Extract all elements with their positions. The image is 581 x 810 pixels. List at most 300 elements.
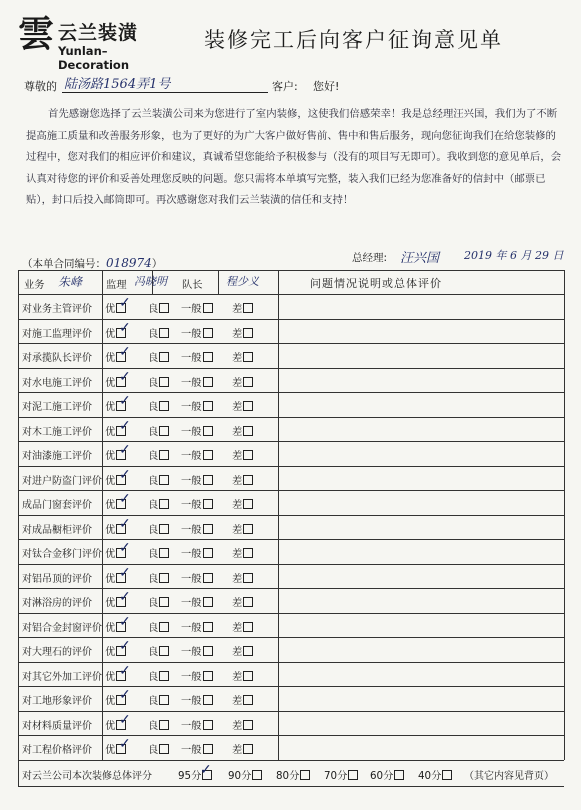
rating-option[interactable] bbox=[232, 349, 253, 364]
checkbox[interactable] bbox=[348, 770, 358, 780]
checkbox[interactable] bbox=[243, 352, 253, 362]
checkbox[interactable] bbox=[243, 303, 253, 313]
header-supervisor-name[interactable]: 冯晓明 bbox=[134, 275, 167, 288]
checkbox[interactable] bbox=[243, 548, 253, 558]
option-label: 一般 bbox=[181, 352, 202, 364]
option-label: 良 bbox=[148, 670, 159, 683]
table-rule bbox=[18, 343, 564, 344]
checkbox[interactable] bbox=[159, 573, 169, 583]
check-mark-icon: ✓ bbox=[119, 295, 131, 311]
checkbox[interactable] bbox=[300, 770, 310, 780]
checkbox[interactable] bbox=[203, 475, 213, 485]
row-label: 对承揽队长评价 bbox=[22, 353, 92, 364]
row-label: 对工地形象评价 bbox=[22, 696, 92, 707]
check-mark-icon: ✓ bbox=[119, 711, 131, 728]
check-mark-icon: ✓ bbox=[119, 344, 131, 360]
rating-option[interactable] bbox=[232, 545, 253, 560]
rating-option[interactable] bbox=[181, 447, 213, 462]
greeting-hello: 您好! bbox=[313, 80, 340, 93]
checkbox[interactable] bbox=[243, 377, 253, 387]
rating-option[interactable] bbox=[232, 447, 253, 462]
option-label: 差 bbox=[232, 352, 243, 364]
table-border-left bbox=[18, 270, 19, 786]
rating-option[interactable] bbox=[181, 325, 213, 340]
checkbox[interactable] bbox=[203, 401, 213, 411]
rating-option[interactable] bbox=[148, 594, 169, 609]
option-label: 优 bbox=[105, 597, 116, 609]
rating-option[interactable] bbox=[148, 570, 169, 585]
table-rule bbox=[18, 294, 564, 295]
rating-option[interactable] bbox=[181, 521, 213, 536]
row-label: 对大理石的评价 bbox=[22, 647, 92, 658]
checkbox[interactable] bbox=[243, 622, 253, 632]
checkbox[interactable] bbox=[203, 671, 213, 681]
letter-body: 首先感谢您选择了云兰装潢公司来为您进行了室内装修，这使我们倍感荣幸！我是总经理汪兴国，我们为了不断提高施工质量和改善服务形象，也为了更好的为广大客户做好售前、售中和售后服务，现向您征询我们在给您装修的过程中，您对我们的相应评价和建议，真诚希望您能给予积极参与（没有的项目写无即可）。我收到您的意见单后，会认真对待您的评价和妥善处理您反映的问题。您只需将本单填写完整，装入我们已经为您准备好的信封中（邮票已贴），封口后投入邮筒即可。再次感谢您对我们云兰装潢的信任和支持！ bbox=[26, 108, 562, 206]
total-score-option[interactable] bbox=[228, 767, 262, 782]
checkbox[interactable] bbox=[159, 671, 169, 681]
manager-signature: 汪兴国 bbox=[400, 251, 440, 266]
option-label: 优 bbox=[105, 376, 116, 389]
header-foreman-label: 队长 bbox=[182, 279, 203, 291]
option-label: 一般 bbox=[181, 572, 202, 585]
option-label: 良 bbox=[148, 450, 159, 462]
option-label: 差 bbox=[232, 548, 243, 560]
header-foreman-name[interactable]: 程少义 bbox=[226, 275, 259, 288]
row-label: 对水电施工评价 bbox=[22, 377, 92, 389]
checkbox[interactable] bbox=[203, 573, 213, 583]
row-label: 对工程价格评价 bbox=[22, 745, 92, 756]
option-label: 优 bbox=[105, 425, 116, 438]
table-rule bbox=[18, 319, 564, 320]
option-label: 优 bbox=[105, 646, 116, 658]
table-rule bbox=[18, 417, 564, 418]
logo-mark: 雲 bbox=[18, 13, 55, 55]
checkbox[interactable] bbox=[243, 426, 253, 436]
greeting-suffix: 客户: bbox=[272, 80, 298, 93]
option-label: 良 bbox=[148, 719, 159, 732]
option-label: 优 bbox=[105, 327, 116, 340]
option-label: 一般 bbox=[181, 646, 202, 658]
rating-option[interactable] bbox=[232, 398, 253, 413]
option-label: 一般 bbox=[181, 303, 202, 315]
option-label: 一般 bbox=[181, 523, 202, 536]
check-mark-icon: ✓ bbox=[119, 736, 131, 752]
rating-option[interactable] bbox=[148, 668, 169, 683]
rating-option[interactable] bbox=[232, 521, 253, 536]
rating-option[interactable] bbox=[232, 325, 253, 340]
option-label: 良 bbox=[148, 401, 159, 413]
option-label: 差 bbox=[232, 695, 243, 707]
option-label: 良 bbox=[148, 327, 159, 340]
checkbox[interactable] bbox=[159, 548, 169, 558]
checkbox[interactable] bbox=[243, 573, 253, 583]
check-mark-icon: ✓ bbox=[119, 638, 131, 654]
check-mark-icon: ✓ bbox=[119, 515, 131, 532]
rating-option[interactable] bbox=[181, 619, 213, 634]
option-label: 差 bbox=[232, 474, 243, 487]
table-rule bbox=[18, 564, 564, 565]
row-label: 对其它外加工评价 bbox=[22, 671, 102, 683]
logo-english-name: Yunlan–Decoration bbox=[58, 44, 130, 72]
rating-option[interactable] bbox=[181, 692, 213, 707]
checkbox[interactable] bbox=[159, 475, 169, 485]
rating-option[interactable] bbox=[181, 643, 213, 658]
row-label: 对材料质量评价 bbox=[22, 720, 92, 732]
rating-option[interactable] bbox=[148, 349, 169, 364]
table-col-divider bbox=[278, 270, 279, 760]
row-label: 对钛合金移门评价 bbox=[22, 549, 102, 560]
check-mark-icon: ✓ bbox=[119, 613, 131, 630]
rating-option[interactable] bbox=[181, 423, 213, 438]
checkbox[interactable] bbox=[203, 426, 213, 436]
header-supervisor-label: 监理 bbox=[106, 279, 127, 291]
checkbox[interactable] bbox=[159, 450, 169, 460]
row-label: 对铝合金封窗评价 bbox=[22, 622, 102, 634]
rating-option[interactable] bbox=[148, 545, 169, 560]
option-label: 优 bbox=[105, 719, 116, 732]
table-rule bbox=[18, 466, 564, 467]
rating-option[interactable] bbox=[232, 692, 253, 707]
check-mark-icon: ✓ bbox=[119, 491, 131, 507]
table-rule bbox=[18, 368, 564, 369]
score-label: 60分 bbox=[370, 769, 394, 782]
checkbox[interactable] bbox=[159, 328, 169, 338]
rating-option[interactable] bbox=[181, 398, 213, 413]
table-border-right bbox=[564, 270, 565, 760]
row-label: 对油漆施工评价 bbox=[22, 451, 92, 462]
total-note: （其它内容见背页） bbox=[464, 770, 554, 782]
checkbox[interactable] bbox=[159, 720, 169, 730]
option-label: 良 bbox=[148, 646, 159, 658]
greeting-prefix: 尊敬的 bbox=[24, 80, 57, 93]
checkbox[interactable] bbox=[159, 744, 169, 754]
header-comments-label: 问题情况说明或总体评价 bbox=[310, 277, 442, 290]
checkbox[interactable] bbox=[243, 499, 253, 509]
option-label: 优 bbox=[105, 401, 116, 413]
rating-option[interactable] bbox=[181, 300, 213, 315]
checkbox[interactable] bbox=[203, 328, 213, 338]
table-rule bbox=[18, 270, 564, 271]
checkbox[interactable] bbox=[159, 622, 169, 632]
option-label: 差 bbox=[232, 523, 243, 536]
evaluation-table bbox=[18, 270, 564, 810]
checkbox[interactable] bbox=[203, 695, 213, 705]
option-label: 一般 bbox=[181, 548, 202, 560]
table-rule bbox=[18, 686, 564, 687]
total-score-option[interactable] bbox=[276, 767, 310, 782]
check-mark-icon: ✓ bbox=[119, 368, 131, 385]
checkbox[interactable] bbox=[243, 695, 253, 705]
checkbox[interactable] bbox=[203, 720, 213, 730]
check-mark-icon: ✓ bbox=[119, 589, 131, 605]
check-mark-icon: ✓ bbox=[119, 393, 131, 409]
rating-option[interactable] bbox=[232, 668, 253, 683]
row-label: 对铝吊顶的评价 bbox=[22, 573, 92, 585]
option-label: 一般 bbox=[181, 621, 202, 634]
rating-option[interactable] bbox=[232, 619, 253, 634]
checkbox[interactable] bbox=[203, 303, 213, 313]
score-label: 95分 bbox=[178, 769, 202, 782]
rating-option[interactable] bbox=[232, 741, 253, 756]
table-rule bbox=[18, 490, 564, 491]
table-rule bbox=[18, 539, 564, 540]
rating-option[interactable] bbox=[232, 594, 253, 609]
option-label: 良 bbox=[148, 523, 159, 536]
total-score-label: 对云兰公司本次装修总体评分 bbox=[22, 770, 152, 782]
rating-option[interactable] bbox=[148, 423, 169, 438]
rating-option[interactable] bbox=[181, 741, 213, 756]
option-label: 良 bbox=[148, 572, 159, 585]
score-label: 40分 bbox=[418, 769, 442, 782]
checkbox[interactable] bbox=[243, 401, 253, 411]
rating-option[interactable] bbox=[232, 496, 253, 511]
rating-option[interactable] bbox=[148, 447, 169, 462]
option-label: 优 bbox=[105, 523, 116, 536]
rating-option[interactable] bbox=[148, 692, 169, 707]
contract-value[interactable]: 018974 bbox=[106, 256, 152, 270]
table-rule bbox=[18, 588, 564, 589]
table-rule bbox=[18, 735, 564, 736]
option-label: 一般 bbox=[181, 425, 202, 438]
row-label: 对成品橱柜评价 bbox=[22, 524, 92, 536]
table-rule bbox=[18, 637, 564, 638]
option-label: 良 bbox=[148, 744, 159, 756]
checkbox[interactable] bbox=[243, 450, 253, 460]
option-label: 优 bbox=[105, 548, 116, 560]
logo-chinese-name: 云兰装潢 bbox=[58, 22, 139, 44]
checkbox[interactable] bbox=[203, 377, 213, 387]
check-mark-icon: ✓ bbox=[200, 761, 212, 778]
table-rule bbox=[18, 786, 564, 787]
row-label: 对泥工施工评价 bbox=[22, 402, 92, 413]
address-underline bbox=[62, 92, 268, 93]
table-rule bbox=[18, 392, 564, 393]
option-label: 差 bbox=[232, 621, 243, 634]
row-label: 对施工监理评价 bbox=[22, 328, 92, 340]
option-label: 差 bbox=[232, 303, 243, 315]
option-label: 差 bbox=[232, 572, 243, 585]
rating-option[interactable] bbox=[181, 570, 213, 585]
rating-option[interactable] bbox=[232, 570, 253, 585]
row-label: 对进户防盗门评价 bbox=[22, 475, 102, 487]
checkbox[interactable] bbox=[243, 671, 253, 681]
option-label: 差 bbox=[232, 425, 243, 438]
option-label: 一般 bbox=[181, 401, 202, 413]
sign-date[interactable]: 2019 年 6 月 29 日 bbox=[464, 249, 564, 262]
score-label: 80分 bbox=[276, 769, 300, 782]
rating-option[interactable] bbox=[232, 472, 253, 487]
option-label: 优 bbox=[105, 303, 116, 315]
rating-option[interactable] bbox=[181, 472, 213, 487]
header-sales-name[interactable]: 朱峰 bbox=[58, 275, 83, 289]
option-label: 优 bbox=[105, 572, 116, 585]
checkbox[interactable] bbox=[243, 328, 253, 338]
row-label: 对淋浴房的评价 bbox=[22, 598, 92, 609]
option-label: 优 bbox=[105, 352, 116, 364]
rating-option[interactable] bbox=[148, 325, 169, 340]
table-rule bbox=[18, 760, 564, 761]
option-label: 差 bbox=[232, 597, 243, 609]
option-label: 优 bbox=[105, 474, 116, 487]
checkbox[interactable] bbox=[203, 548, 213, 558]
form-title: 装修完工后向客户征询意见单 bbox=[204, 28, 503, 52]
rating-option[interactable] bbox=[148, 496, 169, 511]
checkbox[interactable] bbox=[203, 524, 213, 534]
rating-option[interactable] bbox=[181, 545, 213, 560]
option-label: 差 bbox=[232, 719, 243, 732]
row-label: 对业务主管评价 bbox=[22, 304, 92, 315]
checkbox[interactable] bbox=[159, 499, 169, 509]
check-mark-icon: ✓ bbox=[119, 687, 131, 703]
check-mark-icon: ✓ bbox=[119, 417, 131, 434]
option-label: 优 bbox=[105, 450, 116, 462]
rating-option[interactable] bbox=[232, 717, 253, 732]
option-label: 良 bbox=[148, 474, 159, 487]
checkbox[interactable] bbox=[159, 426, 169, 436]
rating-option[interactable] bbox=[148, 717, 169, 732]
checkbox[interactable] bbox=[159, 377, 169, 387]
rating-option[interactable] bbox=[148, 472, 169, 487]
header-sales-label: 业务 bbox=[24, 279, 45, 291]
checkbox[interactable] bbox=[159, 597, 169, 607]
checkbox[interactable] bbox=[203, 622, 213, 632]
checkbox[interactable] bbox=[243, 475, 253, 485]
table-rule bbox=[18, 613, 564, 614]
option-label: 良 bbox=[148, 695, 159, 707]
rating-option[interactable] bbox=[181, 668, 213, 683]
rating-option[interactable] bbox=[232, 374, 253, 389]
option-label: 差 bbox=[232, 450, 243, 462]
rating-option[interactable] bbox=[148, 374, 169, 389]
checkbox[interactable] bbox=[159, 646, 169, 656]
rating-option[interactable] bbox=[232, 300, 253, 315]
checkbox[interactable] bbox=[159, 401, 169, 411]
score-label: 70分 bbox=[324, 769, 348, 782]
option-label: 一般 bbox=[181, 597, 202, 609]
table-col-divider bbox=[102, 270, 103, 760]
rating-option[interactable] bbox=[232, 643, 253, 658]
checkbox[interactable] bbox=[243, 597, 253, 607]
option-label: 一般 bbox=[181, 499, 202, 511]
option-label: 良 bbox=[148, 597, 159, 609]
sign-label: 总经理: bbox=[352, 252, 388, 264]
option-label: 差 bbox=[232, 670, 243, 683]
checkbox[interactable] bbox=[159, 695, 169, 705]
rating-option[interactable] bbox=[148, 521, 169, 536]
checkbox[interactable] bbox=[203, 499, 213, 509]
rating-option[interactable] bbox=[232, 423, 253, 438]
checkbox[interactable] bbox=[203, 646, 213, 656]
option-label: 差 bbox=[232, 646, 243, 658]
option-label: 一般 bbox=[181, 719, 202, 732]
option-label: 差 bbox=[232, 744, 243, 756]
option-label: 优 bbox=[105, 499, 116, 511]
checkbox[interactable] bbox=[243, 524, 253, 534]
table-rule bbox=[18, 662, 564, 663]
check-mark-icon: ✓ bbox=[119, 564, 131, 581]
total-score-option[interactable] bbox=[418, 767, 452, 782]
option-label: 一般 bbox=[181, 695, 202, 707]
checkbox[interactable] bbox=[203, 744, 213, 754]
option-label: 优 bbox=[105, 621, 116, 634]
option-label: 良 bbox=[148, 425, 159, 438]
table-col-divider bbox=[218, 270, 219, 294]
checkbox[interactable] bbox=[243, 646, 253, 656]
option-label: 良 bbox=[148, 621, 159, 634]
rating-option[interactable] bbox=[181, 717, 213, 732]
option-label: 一般 bbox=[181, 327, 202, 340]
rating-option[interactable] bbox=[148, 398, 169, 413]
checkbox[interactable] bbox=[442, 770, 452, 780]
rating-option[interactable] bbox=[148, 741, 169, 756]
check-mark-icon: ✓ bbox=[119, 540, 131, 556]
row-label: 成品门窗套评价 bbox=[22, 500, 92, 511]
contract-number bbox=[22, 256, 162, 271]
row-label: 对木工施工评价 bbox=[22, 426, 92, 438]
rating-option[interactable] bbox=[148, 619, 169, 634]
checkbox[interactable] bbox=[159, 352, 169, 362]
table-rule bbox=[18, 441, 564, 442]
check-mark-icon: ✓ bbox=[119, 466, 131, 483]
option-label: 差 bbox=[232, 401, 243, 413]
option-label: 优 bbox=[105, 670, 116, 683]
checkbox[interactable] bbox=[252, 770, 262, 780]
option-label: 良 bbox=[148, 352, 159, 364]
total-score-option[interactable] bbox=[370, 767, 404, 782]
checkbox[interactable] bbox=[203, 352, 213, 362]
option-label: 优 bbox=[105, 744, 116, 756]
checkbox[interactable] bbox=[159, 303, 169, 313]
rating-option[interactable] bbox=[148, 300, 169, 315]
checkbox[interactable] bbox=[243, 720, 253, 730]
option-label: 良 bbox=[148, 548, 159, 560]
option-label: 差 bbox=[232, 499, 243, 511]
checkbox[interactable] bbox=[203, 450, 213, 460]
rating-option[interactable] bbox=[148, 643, 169, 658]
table-rule bbox=[18, 711, 564, 712]
option-label: 良 bbox=[148, 376, 159, 389]
customer-address[interactable]: 陆汤路1564弄1号 bbox=[64, 77, 171, 92]
contract-label: （本单合同编号： bbox=[22, 258, 106, 270]
checkbox[interactable] bbox=[394, 770, 404, 780]
check-mark-icon: ✓ bbox=[119, 319, 131, 336]
total-score-option[interactable] bbox=[324, 767, 358, 782]
checkbox[interactable] bbox=[243, 744, 253, 754]
option-label: 良 bbox=[148, 499, 159, 511]
option-label: 差 bbox=[232, 376, 243, 389]
rating-option[interactable] bbox=[181, 594, 213, 609]
rating-option[interactable] bbox=[181, 374, 213, 389]
option-label: 优 bbox=[105, 695, 116, 707]
option-label: 一般 bbox=[181, 474, 202, 487]
checkbox[interactable] bbox=[203, 597, 213, 607]
option-label: 良 bbox=[148, 303, 159, 315]
table-rule bbox=[18, 515, 564, 516]
option-label: 一般 bbox=[181, 670, 202, 683]
option-label: 一般 bbox=[181, 450, 202, 462]
company-logo bbox=[18, 13, 178, 72]
score-label: 90分 bbox=[228, 769, 252, 782]
option-label: 差 bbox=[232, 327, 243, 340]
rating-option[interactable] bbox=[181, 496, 213, 511]
option-label: 一般 bbox=[181, 376, 202, 389]
check-mark-icon: ✓ bbox=[119, 442, 131, 458]
check-mark-icon: ✓ bbox=[119, 662, 131, 679]
rating-option[interactable] bbox=[181, 349, 213, 364]
checkbox[interactable] bbox=[159, 524, 169, 534]
contract-close: ） bbox=[151, 258, 163, 270]
option-label: 一般 bbox=[181, 744, 202, 756]
